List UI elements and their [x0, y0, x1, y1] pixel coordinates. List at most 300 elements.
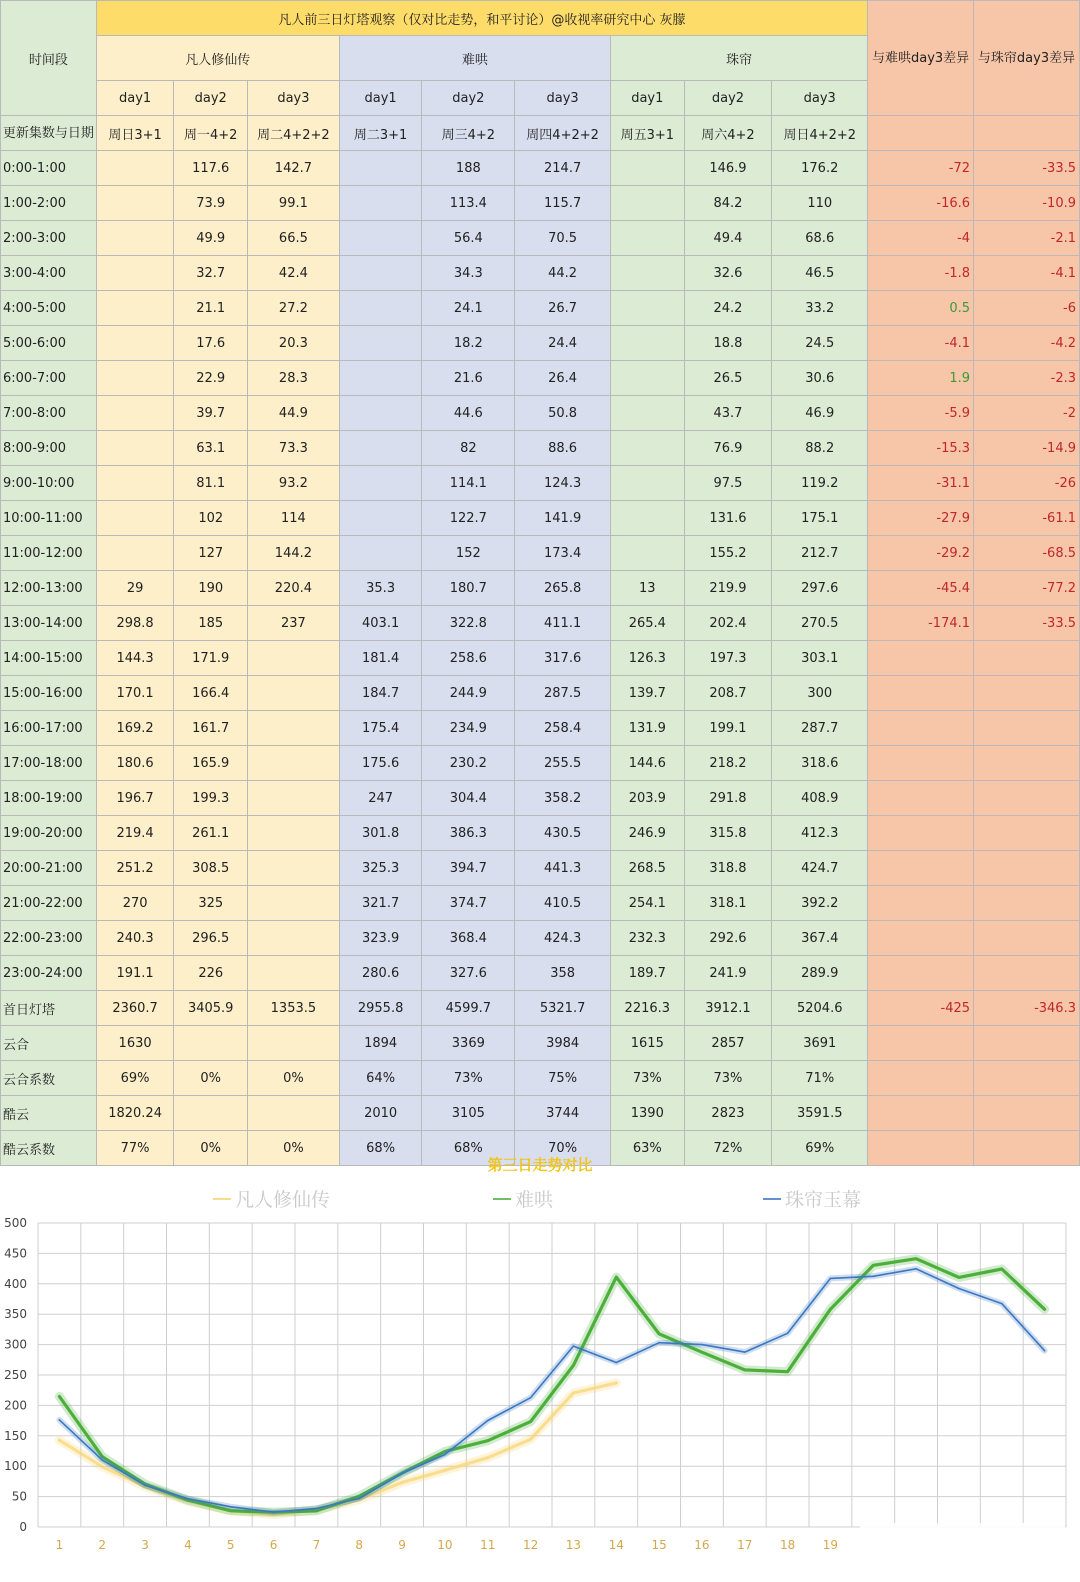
row-label: 17:00-18:00 — [1, 746, 97, 781]
diff-cell — [868, 1061, 974, 1096]
schedule-cell: 周四4+2+2 — [515, 116, 611, 151]
value-cell: 114.1 — [422, 466, 515, 501]
value-cell: 88.2 — [772, 431, 868, 466]
data-point — [744, 1351, 746, 1353]
value-cell — [248, 816, 340, 851]
table-row — [1, 396, 1080, 431]
schedule-cell: 周二4+2+2 — [248, 116, 340, 151]
table-row — [1, 1026, 1080, 1061]
row-label: 16:00-17:00 — [1, 711, 97, 746]
value-cell: 3984 — [515, 1026, 611, 1061]
table-row — [1, 571, 1080, 606]
data-point — [872, 1276, 874, 1278]
value-cell: 318.8 — [684, 851, 772, 886]
value-cell: 199.1 — [684, 711, 772, 746]
value-cell: 110 — [772, 186, 868, 221]
row-label: 1:00-2:00 — [1, 186, 97, 221]
value-cell: 44.2 — [515, 256, 611, 291]
value-cell: 3105 — [422, 1096, 515, 1131]
value-cell — [339, 361, 422, 396]
table-row — [1, 676, 1080, 711]
value-cell: 99.1 — [248, 186, 340, 221]
x-tick-label: 5 — [226, 1538, 235, 1552]
value-cell: 317.6 — [515, 641, 611, 676]
value-cell: 251.2 — [96, 851, 174, 886]
row-label: 23:00-24:00 — [1, 956, 97, 991]
value-cell: 21.1 — [174, 291, 248, 326]
data-point — [658, 1333, 660, 1335]
data-point — [444, 1454, 446, 1456]
value-cell: 3591.5 — [772, 1096, 868, 1131]
x-tick-label: 16 — [694, 1538, 710, 1552]
x-tick-label: 1 — [55, 1538, 64, 1552]
row-label: 云合 — [1, 1026, 97, 1061]
value-cell: 441.3 — [515, 851, 611, 886]
value-cell: 411.1 — [515, 606, 611, 641]
diff-cell: -45.4 — [868, 571, 974, 606]
value-cell: 73.3 — [248, 431, 340, 466]
x-tick-label: 13 — [565, 1538, 582, 1552]
x-tick-label: 8 — [355, 1538, 364, 1552]
group-header: 难哄 — [339, 36, 610, 81]
data-point — [401, 1473, 403, 1475]
title-row — [1, 1, 1080, 36]
value-cell: 39.7 — [174, 396, 248, 431]
value-cell — [339, 151, 422, 186]
empty-cell — [974, 116, 1080, 151]
value-cell: 2823 — [684, 1096, 772, 1131]
value-cell: 69% — [772, 1131, 868, 1166]
value-cell: 386.3 — [422, 816, 515, 851]
data-point — [273, 1511, 275, 1513]
data-point — [830, 1278, 832, 1280]
value-cell: 93.2 — [248, 466, 340, 501]
diff-cell: -4.1 — [974, 256, 1080, 291]
table-row — [1, 536, 1080, 571]
value-cell: 175.4 — [339, 711, 422, 746]
legend-label: 凡人修仙传 — [235, 1189, 331, 1211]
schedule-row — [1, 116, 1080, 151]
value-cell: 32.7 — [174, 256, 248, 291]
row-label: 18:00-19:00 — [1, 781, 97, 816]
value-cell: 46.9 — [772, 396, 868, 431]
value-cell — [96, 151, 174, 186]
row-label: 14:00-15:00 — [1, 641, 97, 676]
diff-cell — [974, 1061, 1080, 1096]
value-cell: 126.3 — [611, 641, 685, 676]
value-cell: 3744 — [515, 1096, 611, 1131]
x-tick-label: 11 — [480, 1538, 496, 1552]
y-tick-label: 500 — [4, 1216, 27, 1230]
value-cell: 77% — [96, 1131, 174, 1166]
value-cell: 218.2 — [684, 746, 772, 781]
x-tick-label: 2 — [98, 1538, 107, 1552]
value-cell: 73.9 — [174, 186, 248, 221]
value-cell — [611, 326, 685, 361]
value-cell: 165.9 — [174, 746, 248, 781]
value-cell: 70.5 — [515, 221, 611, 256]
line-chart-svg — [0, 1151, 1080, 1578]
value-cell: 181.4 — [339, 641, 422, 676]
value-cell: 49.4 — [684, 221, 772, 256]
data-point — [744, 1369, 746, 1371]
data-point — [487, 1457, 489, 1459]
value-cell: 368.4 — [422, 921, 515, 956]
day-header: day3 — [772, 81, 868, 116]
data-point — [658, 1342, 660, 1344]
value-cell — [248, 781, 340, 816]
value-cell: 42.4 — [248, 256, 340, 291]
value-cell: 254.1 — [611, 886, 685, 921]
table-row — [1, 221, 1080, 256]
data-point — [444, 1470, 446, 1472]
value-cell: 173.4 — [515, 536, 611, 571]
day-header: day1 — [96, 81, 174, 116]
value-cell: 367.4 — [772, 921, 868, 956]
value-cell: 26.4 — [515, 361, 611, 396]
value-cell: 4599.7 — [422, 991, 515, 1026]
table-row — [1, 956, 1080, 991]
legend-label: 珠帘玉幕 — [785, 1189, 862, 1211]
diff-cell — [868, 886, 974, 921]
diff-cell — [974, 956, 1080, 991]
value-cell — [96, 256, 174, 291]
table-row — [1, 886, 1080, 921]
value-cell: 237 — [248, 606, 340, 641]
value-cell: 301.8 — [339, 816, 422, 851]
value-cell: 33.2 — [772, 291, 868, 326]
diff-cell — [868, 1026, 974, 1061]
y-tick-label: 350 — [4, 1307, 27, 1322]
value-cell — [339, 291, 422, 326]
value-cell: 175.6 — [339, 746, 422, 781]
time-header: 时间段 — [1, 1, 97, 116]
value-cell: 327.6 — [422, 956, 515, 991]
value-cell: 24.5 — [772, 326, 868, 361]
value-cell: 412.3 — [772, 816, 868, 851]
x-tick-label: 17 — [737, 1538, 753, 1552]
value-cell: 219.4 — [96, 816, 174, 851]
diff-cell: -6 — [974, 291, 1080, 326]
value-cell — [248, 851, 340, 886]
value-cell: 220.4 — [248, 571, 340, 606]
table-row — [1, 816, 1080, 851]
day-header: day2 — [422, 81, 515, 116]
value-cell: 141.9 — [515, 501, 611, 536]
value-cell: 208.7 — [684, 676, 772, 711]
value-cell: 234.9 — [422, 711, 515, 746]
value-cell — [96, 501, 174, 536]
row-label: 13:00-14:00 — [1, 606, 97, 641]
value-cell: 97.5 — [684, 466, 772, 501]
data-point — [101, 1459, 103, 1461]
data-point — [915, 1258, 917, 1260]
x-tick-label: 19 — [822, 1538, 839, 1552]
value-cell: 270.5 — [772, 606, 868, 641]
diff-cell — [974, 1026, 1080, 1061]
data-point — [487, 1440, 489, 1442]
value-cell: 56.4 — [422, 221, 515, 256]
value-cell — [248, 1096, 340, 1131]
table-row — [1, 326, 1080, 361]
x-tick-label: 9 — [398, 1538, 406, 1552]
value-cell: 13 — [611, 571, 685, 606]
diff-cell: -4.2 — [974, 326, 1080, 361]
diff-cell: -2 — [974, 396, 1080, 431]
value-cell: 75% — [515, 1061, 611, 1096]
table-row — [1, 1061, 1080, 1096]
row-label: 2:00-3:00 — [1, 221, 97, 256]
value-cell: 152 — [422, 536, 515, 571]
diff-cell — [868, 816, 974, 851]
day-header: day3 — [248, 81, 340, 116]
value-cell: 325 — [174, 886, 248, 921]
x-tick-label: 15 — [651, 1538, 667, 1552]
schedule-cell: 周六4+2 — [684, 116, 772, 151]
table-row — [1, 256, 1080, 291]
value-cell — [96, 536, 174, 571]
schedule-cell: 周日4+2+2 — [772, 116, 868, 151]
data-point — [316, 1508, 318, 1510]
value-cell: 88.6 — [515, 431, 611, 466]
diff-cell: -33.5 — [974, 606, 1080, 641]
value-cell — [611, 256, 685, 291]
value-cell: 321.7 — [339, 886, 422, 921]
day-header: day3 — [515, 81, 611, 116]
value-cell: 265.4 — [611, 606, 685, 641]
row-label: 11:00-12:00 — [1, 536, 97, 571]
row-label: 12:00-13:00 — [1, 571, 97, 606]
value-cell: 212.7 — [772, 536, 868, 571]
value-cell: 50.8 — [515, 396, 611, 431]
value-cell: 322.8 — [422, 606, 515, 641]
value-cell — [96, 396, 174, 431]
value-cell: 17.6 — [174, 326, 248, 361]
value-cell — [611, 361, 685, 396]
data-point — [530, 1439, 532, 1441]
value-cell: 318.1 — [684, 886, 772, 921]
legend-label: 难哄 — [515, 1189, 554, 1211]
value-cell: 240.3 — [96, 921, 174, 956]
row-label: 酷云 — [1, 1096, 97, 1131]
value-cell: 24.2 — [684, 291, 772, 326]
value-cell: 170.1 — [96, 676, 174, 711]
value-cell: 26.5 — [684, 361, 772, 396]
data-point — [573, 1365, 575, 1367]
value-cell: 24.4 — [515, 326, 611, 361]
value-cell: 189.7 — [611, 956, 685, 991]
diff-cell — [974, 676, 1080, 711]
diff-cell — [974, 781, 1080, 816]
value-cell — [339, 501, 422, 536]
diff-header-zhulian: 与珠帘day3差异 — [974, 1, 1080, 116]
value-cell: 166.4 — [174, 676, 248, 711]
value-cell: 1894 — [339, 1026, 422, 1061]
value-cell: 29 — [96, 571, 174, 606]
value-cell: 68% — [339, 1131, 422, 1166]
value-cell — [339, 536, 422, 571]
value-cell: 68% — [422, 1131, 515, 1166]
value-cell: 261.1 — [174, 816, 248, 851]
diff-cell — [974, 746, 1080, 781]
data-point — [701, 1344, 703, 1346]
value-cell: 180.7 — [422, 571, 515, 606]
value-cell: 199.3 — [174, 781, 248, 816]
value-cell: 292.6 — [684, 921, 772, 956]
diff-cell: -346.3 — [974, 991, 1080, 1026]
diff-cell: -72 — [868, 151, 974, 186]
group-header: 珠帘 — [611, 36, 868, 81]
value-cell: 408.9 — [772, 781, 868, 816]
value-cell: 124.3 — [515, 466, 611, 501]
value-cell: 0% — [248, 1061, 340, 1096]
row-label: 酷云系数 — [1, 1131, 97, 1166]
value-cell — [611, 431, 685, 466]
table-row — [1, 361, 1080, 396]
x-tick-label: 7 — [312, 1538, 321, 1552]
value-cell: 3405.9 — [174, 991, 248, 1026]
value-cell: 21.6 — [422, 361, 515, 396]
row-label: 7:00-8:00 — [1, 396, 97, 431]
value-cell: 1630 — [96, 1026, 174, 1061]
row-label: 10:00-11:00 — [1, 501, 97, 536]
x-tick-label: 12 — [522, 1538, 539, 1552]
value-cell — [611, 466, 685, 501]
value-cell: 73% — [611, 1061, 685, 1096]
value-cell — [339, 221, 422, 256]
diff-cell — [868, 781, 974, 816]
day-header: day2 — [174, 81, 248, 116]
data-point — [615, 1382, 617, 1384]
row-label: 19:00-20:00 — [1, 816, 97, 851]
value-cell: 72% — [684, 1131, 772, 1166]
data-point — [787, 1371, 789, 1373]
table-row — [1, 431, 1080, 466]
value-cell: 394.7 — [422, 851, 515, 886]
value-cell: 315.8 — [684, 816, 772, 851]
value-cell — [611, 501, 685, 536]
diff-cell: -26 — [974, 466, 1080, 501]
value-cell: 325.3 — [339, 851, 422, 886]
value-cell — [611, 186, 685, 221]
diff-cell: -29.2 — [868, 536, 974, 571]
value-cell: 291.8 — [684, 781, 772, 816]
diff-cell: -4.1 — [868, 326, 974, 361]
data-point — [358, 1498, 360, 1500]
value-cell: 289.9 — [772, 956, 868, 991]
value-cell: 5204.6 — [772, 991, 868, 1026]
value-cell — [96, 361, 174, 396]
diff-cell — [974, 886, 1080, 921]
row-label: 9:00-10:00 — [1, 466, 97, 501]
value-cell: 232.3 — [611, 921, 685, 956]
value-cell — [248, 956, 340, 991]
table-row — [1, 186, 1080, 221]
row-label: 21:00-22:00 — [1, 886, 97, 921]
value-cell: 255.5 — [515, 746, 611, 781]
value-cell: 258.6 — [422, 641, 515, 676]
value-cell: 1390 — [611, 1096, 685, 1131]
value-cell: 144.6 — [611, 746, 685, 781]
chart-title: 第三日走势对比 — [487, 1156, 593, 1174]
value-cell: 3691 — [772, 1026, 868, 1061]
table-row — [1, 501, 1080, 536]
data-point — [59, 1439, 61, 1441]
value-cell: 34.3 — [422, 256, 515, 291]
row-label: 20:00-21:00 — [1, 851, 97, 886]
value-cell — [174, 1026, 248, 1061]
diff-cell — [974, 921, 1080, 956]
value-cell: 296.5 — [174, 921, 248, 956]
value-cell: 71% — [772, 1061, 868, 1096]
value-cell: 287.7 — [772, 711, 868, 746]
value-cell — [339, 396, 422, 431]
value-cell: 69% — [96, 1061, 174, 1096]
value-cell — [611, 396, 685, 431]
table-row — [1, 746, 1080, 781]
value-cell: 1820.24 — [96, 1096, 174, 1131]
y-tick-label: 50 — [11, 1489, 27, 1504]
value-cell: 265.8 — [515, 571, 611, 606]
value-cell: 142.7 — [248, 151, 340, 186]
value-cell: 70% — [515, 1131, 611, 1166]
value-cell — [174, 1096, 248, 1131]
data-point — [615, 1362, 617, 1364]
y-tick-label: 0 — [19, 1520, 27, 1534]
value-cell — [96, 291, 174, 326]
diff-cell: -15.3 — [868, 431, 974, 466]
value-cell: 297.6 — [772, 571, 868, 606]
value-cell — [248, 641, 340, 676]
value-cell — [611, 221, 685, 256]
row-label: 3:00-4:00 — [1, 256, 97, 291]
value-cell: 430.5 — [515, 816, 611, 851]
diff-cell: -2.1 — [974, 221, 1080, 256]
value-cell: 280.6 — [339, 956, 422, 991]
value-cell: 144.2 — [248, 536, 340, 571]
data-point — [530, 1421, 532, 1423]
value-cell: 0% — [174, 1131, 248, 1166]
value-cell — [96, 221, 174, 256]
trend-chart — [0, 1151, 1080, 1578]
value-cell: 410.5 — [515, 886, 611, 921]
y-tick-label: 450 — [4, 1246, 27, 1261]
data-point — [958, 1277, 960, 1279]
value-cell: 46.5 — [772, 256, 868, 291]
data-point — [230, 1506, 232, 1508]
value-cell: 214.7 — [515, 151, 611, 186]
value-cell — [96, 186, 174, 221]
value-cell: 28.3 — [248, 361, 340, 396]
day-header: day1 — [339, 81, 422, 116]
schedule-cell: 周三4+2 — [422, 116, 515, 151]
value-cell: 155.2 — [684, 536, 772, 571]
diff-cell: -27.9 — [868, 501, 974, 536]
value-cell: 114 — [248, 501, 340, 536]
value-cell: 180.6 — [96, 746, 174, 781]
schedule-cell: 周二3+1 — [339, 116, 422, 151]
value-cell: 176.2 — [772, 151, 868, 186]
row-label: 15:00-16:00 — [1, 676, 97, 711]
group-header: 凡人修仙传 — [96, 36, 339, 81]
data-point — [187, 1498, 189, 1500]
value-cell: 113.4 — [422, 186, 515, 221]
table-title: 凡人前三日灯塔观察（仅对比走势，和平讨论）@收视率研究中心 灰朦 — [96, 1, 867, 36]
data-point — [1001, 1303, 1003, 1305]
data-point — [787, 1332, 789, 1334]
value-cell: 171.9 — [174, 641, 248, 676]
value-cell — [248, 886, 340, 921]
